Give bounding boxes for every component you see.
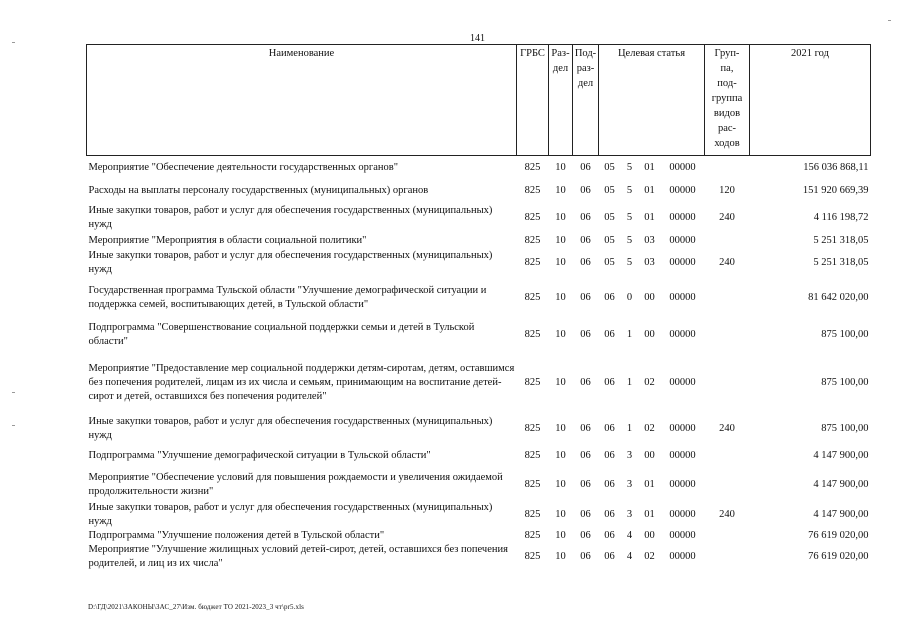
cell-pr: 06 — [580, 422, 591, 434]
cell-name: Государственная программа Тульской области "Улучшение демографической ситуации и поддержка семей, воспитывающих детей, в Тульской области" — [88, 284, 487, 310]
cell-grbs: 825 — [524, 508, 541, 520]
cell-name: Иные закупки товаров, работ и услуг для обеспечения государственных (муниципальных) нужд — [88, 501, 493, 527]
table-row — [87, 180, 871, 203]
cell-vr: 120 — [719, 185, 735, 196]
table-row — [87, 156, 871, 180]
cell-t3: 00 — [644, 529, 655, 541]
cell-vr — [705, 469, 750, 501]
cell-t3: 00 — [644, 450, 655, 461]
cell-amount: 4 147 900,00 — [813, 478, 869, 490]
cell-pr: 06 — [580, 478, 591, 490]
page-number: 141 — [470, 33, 485, 44]
cell-name: Мероприятие "Улучшение жилищных условий детей-сирот, детей, оставшихся без попечения родителей, и лиц из их числа" — [88, 543, 508, 569]
table-row — [87, 414, 871, 444]
cell-vr — [705, 444, 750, 469]
table-row — [87, 248, 871, 278]
cell-t4: 00000 — [669, 529, 696, 541]
cell-t4: 00000 — [669, 550, 696, 562]
cell-pr: 06 — [580, 212, 591, 223]
cell-amount: 875 100,00 — [821, 376, 869, 388]
cell-amount: 875 100,00 — [821, 328, 869, 340]
cell-rz: 10 — [555, 422, 566, 434]
table-row — [87, 501, 871, 529]
cell-vr — [705, 352, 750, 414]
cell-grbs: 825 — [524, 450, 541, 461]
cell-name: Подпрограмма "Совершенствование социальной поддержки семьи и детей в Тульской области" — [88, 321, 475, 347]
cell-vr: 240 — [719, 256, 735, 268]
cell-t3: 01 — [644, 161, 655, 173]
cell-t1: 05 — [604, 212, 615, 223]
header-expense-group: Груп- па, под- группа видов рас- ходов — [705, 45, 750, 156]
cell-name: Мероприятие "Обеспечение условий для повышения рождаемости и увеличения ожидаемой продолжительности жизни" — [88, 471, 503, 497]
cell-t3: 00 — [644, 291, 655, 303]
cell-t4: 00000 — [669, 450, 696, 461]
cell-t1: 06 — [604, 376, 615, 388]
cell-vr — [705, 156, 750, 180]
cell-t2: 1 — [626, 328, 633, 340]
cell-t2: 5 — [626, 256, 633, 268]
cell-amount: 81 642 020,00 — [808, 291, 869, 303]
cell-t2: 5 — [626, 185, 633, 196]
cell-t1: 06 — [604, 529, 615, 541]
table-row — [87, 444, 871, 469]
cell-rz: 10 — [555, 185, 566, 196]
table-row — [87, 352, 871, 414]
cell-vr: 240 — [719, 508, 735, 520]
cell-grbs: 825 — [524, 291, 541, 303]
cell-t4: 00000 — [669, 256, 696, 268]
cell-amount: 875 100,00 — [821, 422, 869, 434]
cell-grbs: 825 — [524, 478, 541, 490]
cell-amount: 4 147 900,00 — [813, 508, 869, 520]
cell-t4: 00000 — [669, 291, 696, 303]
cell-t4: 00000 — [669, 161, 696, 173]
cell-t3: 03 — [644, 234, 655, 246]
cell-t2: 5 — [626, 212, 633, 223]
cell-pr: 06 — [580, 161, 591, 173]
cell-t1: 06 — [604, 291, 615, 303]
cell-t1: 06 — [604, 508, 615, 520]
cell-grbs: 825 — [524, 161, 541, 173]
cell-rz: 10 — [555, 508, 566, 520]
cell-pr: 06 — [580, 376, 591, 388]
cell-t3: 02 — [644, 376, 655, 388]
cell-t3: 00 — [644, 328, 655, 340]
cell-t2: 4 — [626, 529, 633, 541]
table-row — [87, 318, 871, 352]
cell-rz: 10 — [555, 161, 566, 173]
cell-grbs: 825 — [524, 185, 541, 196]
cell-t1: 05 — [604, 161, 615, 173]
scan-mark — [12, 42, 15, 43]
cell-t1: 05 — [604, 185, 615, 196]
cell-pr: 06 — [580, 256, 591, 268]
cell-t3: 01 — [644, 478, 655, 490]
cell-pr: 06 — [580, 450, 591, 461]
cell-amount: 5 251 318,05 — [813, 256, 869, 268]
cell-rz: 10 — [555, 328, 566, 340]
cell-rz: 10 — [555, 450, 566, 461]
cell-vr — [705, 234, 750, 248]
scan-mark — [12, 425, 15, 426]
cell-name: Иные закупки товаров, работ и услуг для обеспечения государственных (муниципальных) нужд — [88, 415, 493, 441]
cell-vr — [705, 318, 750, 352]
cell-t1: 06 — [604, 550, 615, 562]
cell-amount: 76 619 020,00 — [808, 529, 869, 541]
cell-t4: 00000 — [669, 422, 696, 434]
cell-pr: 06 — [580, 529, 591, 541]
cell-name: Мероприятие "Обеспечение деятельности государственных органов" — [88, 161, 399, 173]
cell-vr — [705, 543, 750, 571]
cell-t4: 00000 — [669, 185, 696, 196]
table-row — [87, 529, 871, 543]
cell-t3: 02 — [644, 422, 655, 434]
cell-pr: 06 — [580, 234, 591, 246]
cell-t2: 3 — [626, 450, 633, 461]
cell-t1: 05 — [604, 256, 615, 268]
scan-mark — [888, 20, 891, 21]
cell-t2: 3 — [626, 508, 633, 520]
cell-name: Мероприятие "Предоставление мер социальной поддержки детям-сиротам, детям, оставшимся без попечения родителей, лицам из их числа и семьям, принимающим на воспитание детей-сирот и детей, оставшихся без попечения родителей" — [88, 362, 515, 402]
header-razdel: Раз- дел — [549, 45, 573, 156]
cell-pr: 06 — [580, 328, 591, 340]
table-header — [87, 45, 871, 156]
cell-t1: 06 — [604, 328, 615, 340]
cell-amount: 151 920 669,39 — [802, 185, 869, 196]
table-row — [87, 203, 871, 234]
cell-name: Подпрограмма "Улучшение демографической ситуации в Тульской области" — [88, 450, 431, 461]
cell-t4: 00000 — [669, 508, 696, 520]
cell-vr — [705, 278, 750, 318]
cell-vr — [705, 529, 750, 543]
cell-vr: 240 — [719, 422, 735, 434]
header-target-article: Целевая статья — [599, 45, 705, 156]
cell-t4: 00000 — [669, 212, 696, 223]
cell-t4: 00000 — [669, 234, 696, 246]
cell-rz: 10 — [555, 376, 566, 388]
header-name: Наименование — [87, 45, 517, 156]
cell-name: Иные закупки товаров, работ и услуг для обеспечения государственных (муниципальных) нужд — [88, 249, 493, 275]
cell-grbs: 825 — [524, 376, 541, 388]
cell-t4: 00000 — [669, 328, 696, 340]
cell-grbs: 825 — [524, 256, 541, 268]
cell-grbs: 825 — [524, 422, 541, 434]
header-grbs: ГРБС — [517, 45, 549, 156]
cell-t3: 01 — [644, 508, 655, 520]
cell-amount: 4 147 900,00 — [813, 450, 869, 461]
cell-t1: 05 — [604, 234, 615, 246]
cell-name: Иные закупки товаров, работ и услуг для обеспечения государственных (муниципальных) нужд — [88, 205, 493, 230]
cell-rz: 10 — [555, 529, 566, 541]
table-row — [87, 278, 871, 318]
cell-name: Расходы на выплаты персоналу государственных (муниципальных) органов — [88, 185, 429, 196]
cell-pr: 06 — [580, 550, 591, 562]
cell-t3: 03 — [644, 256, 655, 268]
cell-grbs: 825 — [524, 234, 541, 246]
cell-rz: 10 — [555, 234, 566, 246]
cell-name: Подпрограмма "Улучшение положения детей в Тульской области" — [88, 529, 385, 541]
cell-rz: 10 — [555, 256, 566, 268]
table-body — [87, 156, 871, 571]
table-row — [87, 543, 871, 571]
cell-t1: 06 — [604, 422, 615, 434]
cell-vr: 240 — [719, 212, 735, 223]
cell-t1: 06 — [604, 450, 615, 461]
cell-t2: 5 — [626, 234, 633, 246]
cell-t2: 3 — [626, 478, 633, 490]
cell-pr: 06 — [580, 185, 591, 196]
scan-mark — [12, 392, 15, 393]
cell-t2: 5 — [626, 161, 633, 173]
cell-amount: 4 116 198,72 — [813, 212, 869, 223]
cell-t3: 01 — [644, 212, 655, 223]
cell-t1: 06 — [604, 478, 615, 490]
cell-t2: 1 — [626, 376, 633, 388]
cell-amount: 5 251 318,05 — [813, 234, 869, 246]
cell-t3: 02 — [644, 550, 655, 562]
table-row — [87, 469, 871, 501]
cell-t2: 0 — [626, 291, 633, 303]
cell-rz: 10 — [555, 550, 566, 562]
table-row — [87, 234, 871, 248]
cell-name: Мероприятие "Мероприятия в области социальной политики" — [88, 234, 367, 246]
cell-amount: 76 619 020,00 — [808, 550, 869, 562]
cell-amount: 156 036 868,11 — [803, 161, 869, 173]
cell-t2: 1 — [626, 422, 633, 434]
cell-grbs: 825 — [524, 212, 541, 223]
cell-rz: 10 — [555, 291, 566, 303]
cell-grbs: 825 — [524, 529, 541, 541]
cell-t2: 4 — [626, 550, 633, 562]
budget-table — [86, 44, 871, 571]
header-year-2021: 2021 год — [750, 45, 871, 156]
cell-rz: 10 — [555, 478, 566, 490]
header-podrazdel: Под- раз- дел — [573, 45, 599, 156]
cell-grbs: 825 — [524, 328, 541, 340]
file-path-footer: D:\ГД\2021\ЗАКОНЫ\ЗАС_27\Изм. бюджет ТО 2021-2023_3 чт\pr5.xls — [88, 603, 304, 611]
cell-pr: 06 — [580, 291, 591, 303]
cell-grbs: 825 — [524, 550, 541, 562]
cell-t4: 00000 — [669, 478, 696, 490]
cell-t3: 01 — [644, 185, 655, 196]
cell-rz: 10 — [555, 212, 566, 223]
cell-pr: 06 — [580, 508, 591, 520]
cell-t4: 00000 — [669, 376, 696, 388]
